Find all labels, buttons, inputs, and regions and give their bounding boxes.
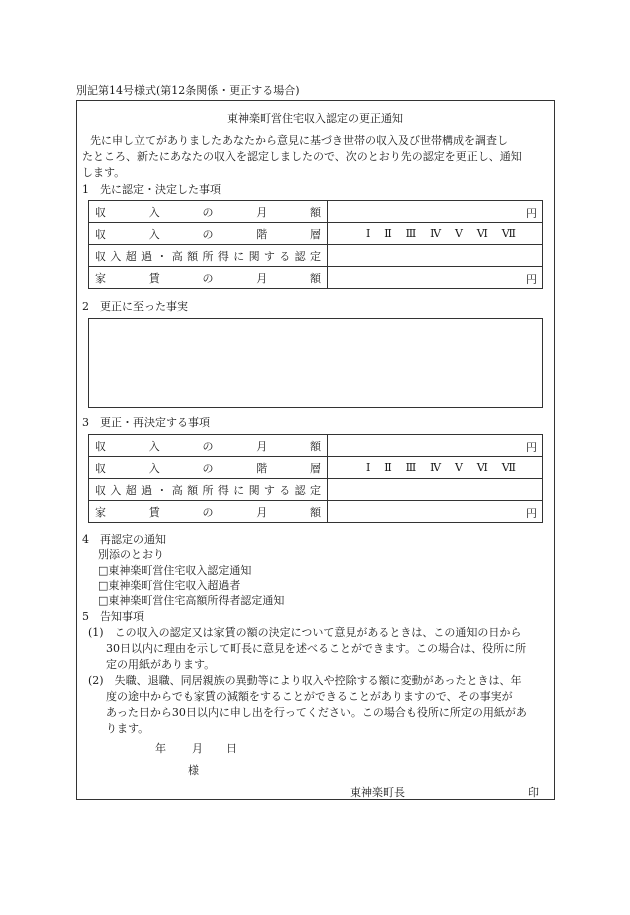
notice-1-line-1: (1) この収入の認定又は家賃の額の決定について意見があるときは、この通知の日から (88, 626, 522, 639)
level: Ⅶ (501, 227, 516, 240)
value-cell (328, 267, 543, 289)
yen-unit: 円 (526, 507, 537, 520)
section3-heading: 3 更正・再決定する事項 (82, 416, 210, 429)
table-row (89, 457, 543, 479)
row-label: 収入の階層 (95, 461, 321, 475)
date-day: 日 (226, 742, 237, 755)
level: Ⅲ (405, 461, 417, 474)
row-label: 家賃の月額 (95, 271, 321, 285)
date-year: 年 (155, 742, 166, 755)
table-row (89, 267, 543, 289)
income-levels (366, 227, 516, 240)
table-row (89, 245, 543, 267)
document-title: 東神楽町営住宅収入認定の更正通知 (227, 112, 403, 125)
section1-table (88, 200, 543, 289)
income-levels (366, 461, 516, 474)
level: Ⅴ (454, 461, 463, 474)
level: Ⅰ (366, 461, 371, 474)
row-label: 収入の月額 (95, 205, 321, 219)
section5-heading: 5 告知事項 (82, 610, 144, 623)
intro-line-1: 先に申し立てがありましたあなたから意見に基づき世帯の収入及び世帯構成を調査し (90, 134, 508, 147)
value-cell (328, 201, 543, 223)
level: Ⅰ (366, 227, 371, 240)
notice-1-line-3: 定の用紙があります。 (106, 658, 216, 671)
table-row (89, 201, 543, 223)
value-cell (328, 245, 543, 267)
checkbox-option[interactable]: □東神楽町営住宅収入超過者 (98, 579, 241, 592)
value-cell (328, 479, 543, 501)
notice-2-line-1: (2) 失職、退職、同居親族の異動等により収入や控除する額に変動があったときは、年 (88, 674, 522, 687)
seal-mark: 印 (528, 786, 539, 799)
section4-sub: 別添のとおり (98, 548, 164, 561)
date-month: 月 (192, 742, 203, 755)
level: Ⅲ (405, 227, 417, 240)
addressee-sama: 様 (188, 764, 199, 777)
table-row (89, 223, 543, 245)
notice-2-line-2: 度の途中からでも家賃の減額をすることができることがありますので、その事実が (106, 690, 513, 703)
notice-2-line-3: あった日から30日以内に申し出を行ってください。この場合も役所に所定の用紙があ (106, 706, 527, 719)
level: Ⅱ (384, 461, 392, 474)
notice-1-line-2: 30日以内に理由を示して町長に意見を述べることができます。この場合は、役所に所 (106, 642, 527, 655)
level: Ⅵ (476, 461, 488, 474)
level: Ⅱ (384, 227, 392, 240)
value-cell (328, 223, 543, 245)
section4-heading: 4 再認定の通知 (82, 533, 166, 546)
value-cell (328, 501, 543, 523)
facts-box (88, 318, 543, 408)
row-label: 収入の月額 (95, 439, 321, 453)
level: Ⅴ (454, 227, 463, 240)
notice-2-line-4: ります。 (106, 722, 150, 735)
table-row (89, 435, 543, 457)
intro-line-3: します。 (82, 166, 126, 179)
row-label: 収入の階層 (95, 227, 321, 241)
section3-table (88, 434, 543, 523)
yen-unit: 円 (526, 273, 537, 286)
table-row (89, 501, 543, 523)
level: Ⅵ (476, 227, 488, 240)
section1-heading: 1 先に認定・決定した事項 (82, 183, 221, 196)
row-label: 収入超過・高額所得に関する認定 (95, 249, 321, 263)
level: Ⅳ (430, 227, 442, 240)
intro-line-2: たところ、新たにあなたの収入を認定しましたので、次のとおり先の認定を更正し、通知 (82, 150, 522, 163)
issuer-name: 東神楽町長 (350, 786, 405, 799)
yen-unit: 円 (526, 441, 537, 454)
form-header: 別記第14号様式(第12条関係・更正する場合) (76, 84, 300, 97)
row-label: 収入超過・高額所得に関する認定 (95, 483, 321, 497)
section2-heading: 2 更正に至った事実 (82, 300, 188, 313)
table-row (89, 479, 543, 501)
value-cell (328, 457, 543, 479)
level: Ⅶ (501, 461, 516, 474)
value-cell (328, 435, 543, 457)
yen-unit: 円 (526, 207, 537, 220)
level: Ⅳ (430, 461, 442, 474)
checkbox-option[interactable]: □東神楽町営住宅収入認定通知 (98, 564, 252, 577)
row-label: 家賃の月額 (95, 505, 321, 519)
checkbox-option[interactable]: □東神楽町営住宅高額所得者認定通知 (98, 594, 285, 607)
